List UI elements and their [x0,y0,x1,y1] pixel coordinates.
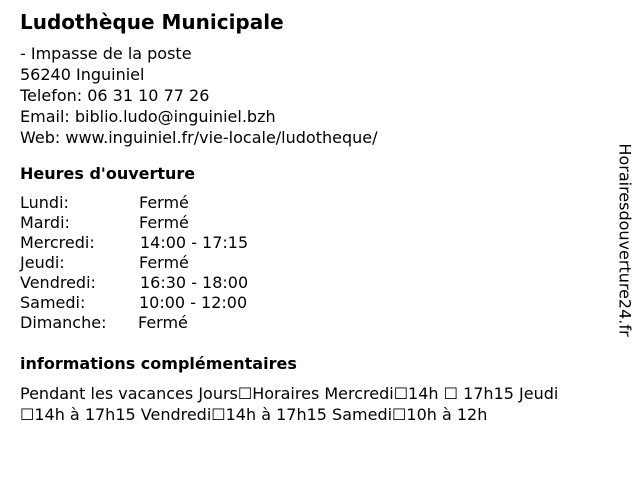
day-time: 14:00 - 17:15 [140,233,249,252]
day-label: Lundi: [20,193,69,212]
hours-row-monday [20,193,320,213]
address-block [20,43,378,148]
opening-hours-list [20,193,320,333]
day-time: Fermé [138,313,188,332]
address-street: - Impasse de la poste [20,44,192,63]
info-paragraph [20,383,620,425]
day-label: Vendredi: [20,273,96,292]
day-label: Samedi: [20,293,86,312]
hours-row-saturday [20,293,320,313]
day-time: Fermé [139,193,189,212]
day-label: Mercredi: [20,233,95,252]
info-line: ☐14h à 17h15 Vendredi☐14h à 17h15 Samedi☐10h à 12h [20,405,488,424]
watermark-text: Horairesdouverture24.fr [615,143,635,337]
page-title: Ludothèque Municipale [20,10,284,34]
day-time: 10:00 - 12:00 [139,293,248,312]
day-time: 16:30 - 18:00 [140,273,249,292]
email-address: Email: biblio.ludo@inguiniel.bzh [20,107,276,126]
website-url: Web: www.inguiniel.fr/vie-locale/ludotheque/ [20,128,378,147]
info-heading: informations complémentaires [20,354,297,373]
hours-heading: Heures d'ouverture [20,164,196,183]
day-label: Mardi: [20,213,70,232]
address-city: 56240 Inguiniel [20,65,145,84]
info-line: Pendant les vacances Jours☐Horaires Mercredi☐14h ☐ 17h15 Jeudi [20,384,559,403]
day-time: Fermé [139,213,189,232]
hours-row-wednesday [20,233,320,253]
hours-row-tuesday [20,213,320,233]
day-label: Dimanche: [20,313,107,332]
hours-row-sunday [20,313,320,333]
phone-number: Telefon: 06 31 10 77 26 [20,86,210,105]
day-time: Fermé [139,253,189,272]
day-label: Jeudi: [20,253,65,272]
hours-row-friday [20,273,320,293]
hours-row-thursday [20,253,320,273]
